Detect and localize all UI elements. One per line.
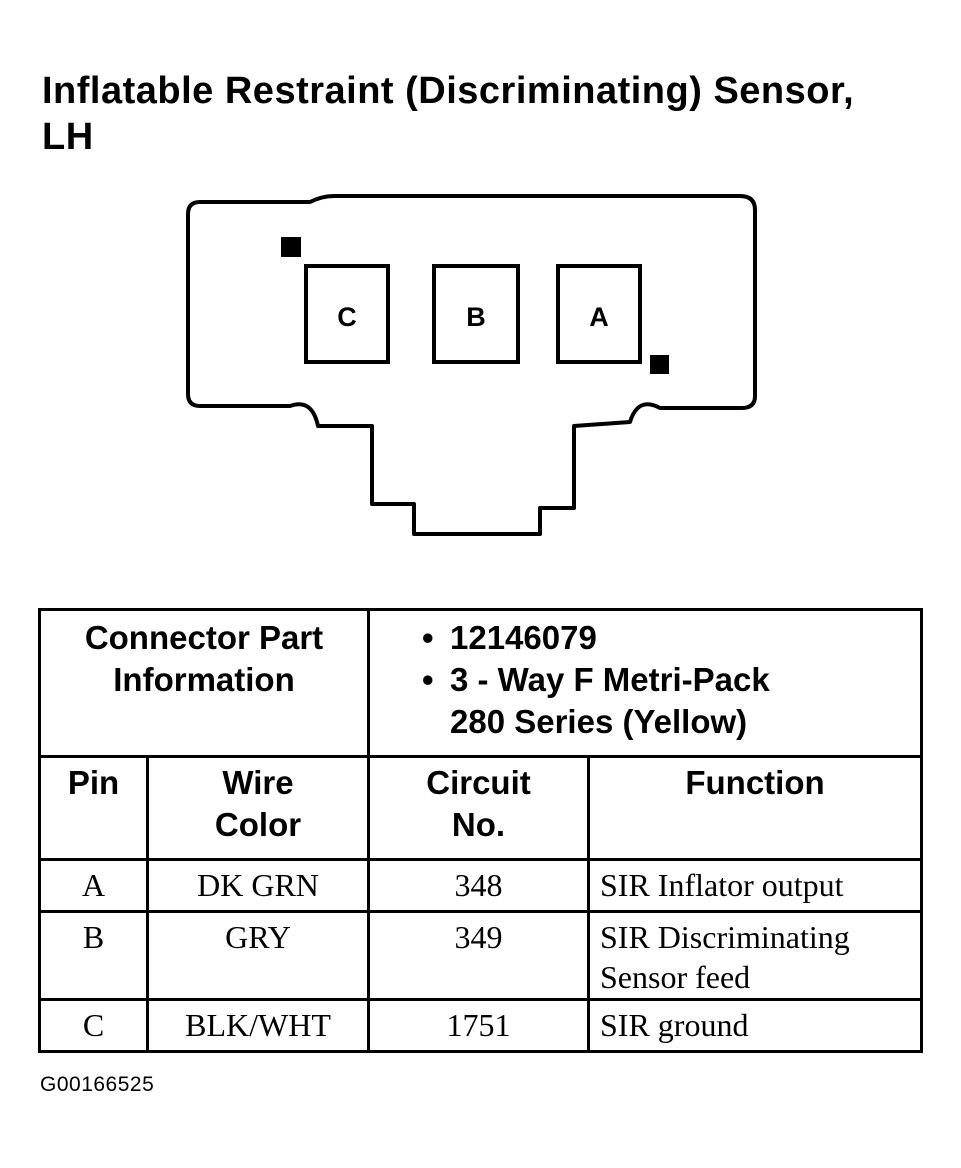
connector-pin-table [38, 608, 923, 1053]
cavity-a [558, 266, 640, 362]
connector-type-line-2: 280 Series (Yellow) [450, 703, 748, 740]
pin-cell: B [40, 912, 148, 1000]
table-row [40, 912, 922, 1000]
header-function [589, 757, 922, 860]
title-line-2: LH [42, 116, 94, 158]
polarization-mark-top-left [281, 237, 301, 257]
title-line-1: Inflatable Restraint (Discriminating) Sensor, [42, 70, 855, 112]
wire-color-cell: BLK/WHT [148, 1000, 369, 1052]
table-row [40, 1000, 922, 1052]
cavity-b [434, 266, 518, 362]
header-pin-label: Pin [67, 764, 120, 801]
function-cell [589, 860, 922, 912]
cavity-a-label: A [589, 302, 609, 332]
connector-outline [188, 196, 755, 534]
connector-type-line-1: 3 - Way F Metri-Pack [450, 661, 770, 698]
function-line-1: SIR Inflator output [600, 867, 844, 903]
function-line-2: Sensor feed [600, 959, 751, 995]
pin-cell: A [40, 860, 148, 912]
header-function-label: Function [685, 764, 825, 801]
wire-color-cell: DK GRN [148, 860, 369, 912]
part-info-values [369, 610, 922, 757]
part-info-label-line-1: Connector Part [84, 619, 324, 656]
pin-cell: C [40, 1000, 148, 1052]
part-info-item-2 [422, 659, 920, 743]
header-wire-color-line-2: Color [214, 806, 302, 843]
cavity-b-label: B [466, 302, 486, 332]
function-cell [589, 1000, 922, 1052]
circuit-cell: 349 [369, 912, 589, 1000]
part-info-row [40, 610, 922, 757]
function-cell [589, 912, 922, 1000]
cavity-c-label: C [337, 302, 357, 332]
part-info-label-line-2: Information [113, 661, 295, 698]
part-info-label [40, 610, 369, 757]
function-line-1: SIR ground [600, 1007, 749, 1043]
header-wire-color-line-1: Wire [222, 764, 294, 801]
header-pin [40, 757, 148, 860]
wire-color-cell: GRY [148, 912, 369, 1000]
header-circuit-no [369, 757, 589, 860]
bullet: • [422, 661, 434, 698]
circuit-cell: 1751 [369, 1000, 589, 1052]
header-circuit-line-1: Circuit [426, 764, 531, 801]
cavity-c [306, 266, 388, 362]
table-row [40, 860, 922, 912]
header-wire-color [148, 757, 369, 860]
polarization-mark-bottom-right [650, 355, 669, 374]
figure-id: G00166525 [40, 1073, 155, 1096]
header-circuit-line-2: No. [451, 806, 506, 843]
circuit-cell: 348 [369, 860, 589, 912]
bullet: • [422, 619, 434, 656]
part-info-item-1 [422, 617, 920, 659]
header-row [40, 757, 922, 860]
part-number: 12146079 [450, 619, 597, 656]
function-line-1: SIR Discriminating [600, 919, 850, 955]
